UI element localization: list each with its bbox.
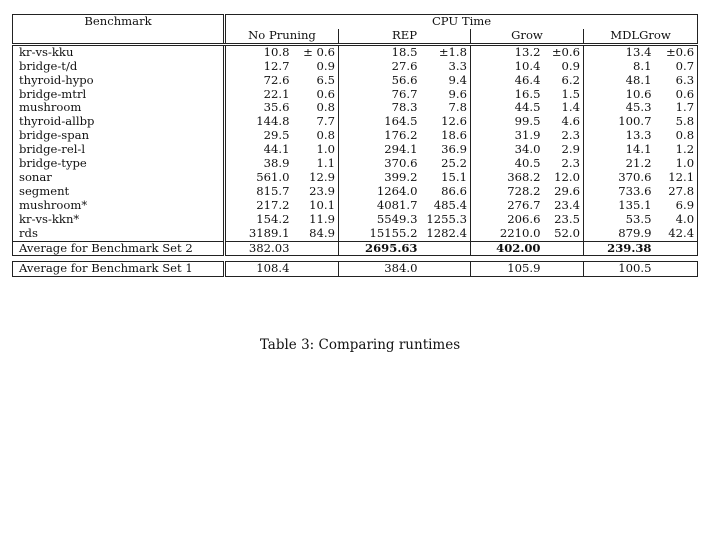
avg-set2-rep: 2695.63 [339, 241, 421, 256]
benchmark-name: bridge-t/d [13, 60, 225, 74]
grow-time: 728.2 [471, 185, 544, 199]
grow-dev: 2.3 [561, 128, 580, 143]
grow-dev: ±0.6 [551, 44, 580, 59]
no-pruning-time: 44.1 [225, 143, 293, 157]
header-row-top [13, 15, 698, 29]
avg-set2-label: Average for Benchmark Set 2 [13, 241, 225, 256]
no-pruning-dev: 1.1 [316, 156, 335, 171]
rep-time: 76.7 [339, 88, 421, 102]
mdlgrow-dev: 12.1 [655, 171, 698, 185]
grow-time: 206.6 [471, 213, 544, 227]
mdlgrow-dev: 4.0 [655, 213, 698, 227]
mdlgrow-dev: 0.6 [655, 88, 698, 102]
benchmark-name: bridge-mtrl [13, 88, 225, 102]
no-pruning-dev: 23.9 [309, 183, 335, 198]
no-pruning-dev: 6.5 [316, 72, 335, 87]
benchmark-name: segment [13, 185, 225, 199]
rep-time: 78.3 [339, 101, 421, 115]
benchmark-name: kr-vs-kkn* [13, 213, 225, 227]
method-header-no-pruning: No Pruning [225, 29, 339, 44]
mdlgrow-dev: 1.2 [655, 143, 698, 157]
no-pruning-time: 38.9 [225, 157, 293, 171]
rep-time: 56.6 [339, 74, 421, 88]
mdlgrow-dev: 27.8 [655, 185, 698, 199]
rep-dev: 36.9 [441, 142, 467, 157]
table-row [13, 171, 698, 185]
table-row [13, 74, 698, 88]
rep-time: 1264.0 [339, 185, 421, 199]
avg-set2-row [13, 241, 698, 256]
benchmark-name: thyroid-hypo [13, 74, 225, 88]
mdlgrow-time: 879.9 [584, 227, 655, 241]
table-row [13, 199, 698, 213]
no-pruning-time: 154.2 [225, 213, 293, 227]
no-pruning-time: 3189.1 [225, 227, 293, 241]
rep-dev: ±1.8 [438, 44, 467, 59]
benchmark-name: rds [13, 227, 225, 241]
rep-dev: 12.6 [441, 114, 467, 129]
rep-time: 294.1 [339, 143, 421, 157]
grow-time: 276.7 [471, 199, 544, 213]
no-pruning-time: 29.5 [225, 129, 293, 143]
grow-time: 44.5 [471, 101, 544, 115]
grow-dev: 23.4 [554, 197, 580, 212]
mdlgrow-dev: 1.7 [655, 101, 698, 115]
runtime-table [12, 14, 698, 277]
benchmark-header: Benchmark [13, 15, 225, 29]
rep-time: 18.5 [339, 44, 421, 59]
table-row [13, 115, 698, 129]
benchmark-name: bridge-rel-l [13, 143, 225, 157]
no-pruning-time: 217.2 [225, 199, 293, 213]
avg-set1-label: Average for Benchmark Set 1 [13, 262, 225, 277]
rep-dev: 1255.3 [426, 211, 467, 226]
mdlgrow-time: 100.7 [584, 115, 655, 129]
header-row-methods [13, 29, 698, 44]
rep-time: 399.2 [339, 171, 421, 185]
grow-dev: 2.9 [561, 142, 580, 157]
rep-dev: 18.6 [441, 128, 467, 143]
grow-time: 46.4 [471, 74, 544, 88]
grow-time: 13.2 [471, 44, 544, 59]
grow-time: 10.4 [471, 60, 544, 74]
rep-time: 4081.7 [339, 199, 421, 213]
no-pruning-dev: 7.7 [316, 114, 335, 129]
method-header-rep: REP [339, 29, 471, 44]
avg-set1-grow: 105.9 [471, 262, 544, 277]
grow-time: 368.2 [471, 171, 544, 185]
rep-time: 164.5 [339, 115, 421, 129]
no-pruning-time: 815.7 [225, 185, 293, 199]
table-row [13, 129, 698, 143]
no-pruning-dev: 0.8 [316, 128, 335, 143]
mdlgrow-dev: 6.9 [655, 199, 698, 213]
no-pruning-time: 72.6 [225, 74, 293, 88]
no-pruning-dev: 11.9 [309, 211, 335, 226]
rep-dev: 9.4 [448, 72, 467, 87]
grow-dev: 6.2 [561, 72, 580, 87]
no-pruning-dev: 0.9 [316, 58, 335, 73]
rep-time: 370.6 [339, 157, 421, 171]
benchmark-name: bridge-span [13, 129, 225, 143]
no-pruning-dev: 0.6 [316, 86, 335, 101]
rep-dev: 9.6 [448, 86, 467, 101]
no-pruning-dev: 12.9 [309, 169, 335, 184]
grow-dev: 1.5 [561, 86, 580, 101]
avg-set1-mdlgrow: 100.5 [584, 262, 655, 277]
mdlgrow-dev: ±0.6 [655, 44, 698, 59]
benchmark-name: sonar [13, 171, 225, 185]
table-row [13, 143, 698, 157]
mdlgrow-time: 10.6 [584, 88, 655, 102]
mdlgrow-dev: 6.3 [655, 74, 698, 88]
rep-time: 27.6 [339, 60, 421, 74]
grow-time: 99.5 [471, 115, 544, 129]
rep-time: 176.2 [339, 129, 421, 143]
mdlgrow-time: 13.3 [584, 129, 655, 143]
no-pruning-time: 561.0 [225, 171, 293, 185]
benchmark-name: thyroid-allbp [13, 115, 225, 129]
grow-time: 2210.0 [471, 227, 544, 241]
method-header-mdlgrow: MDLGrow [584, 29, 698, 44]
table-body [13, 44, 698, 241]
rep-dev: 1282.4 [426, 225, 467, 240]
grow-dev: 23.5 [554, 211, 580, 226]
no-pruning-dev: 10.1 [309, 197, 335, 212]
rep-dev: 485.4 [433, 197, 467, 212]
table-row [13, 88, 698, 102]
mdlgrow-dev: 5.8 [655, 115, 698, 129]
grow-time: 16.5 [471, 88, 544, 102]
table-row [13, 227, 698, 241]
mdlgrow-dev: 0.8 [655, 129, 698, 143]
rep-dev: 25.2 [441, 156, 467, 171]
grow-dev: 4.6 [561, 114, 580, 129]
table-row [13, 213, 698, 227]
avg-set2-no-pruning: 382.03 [225, 241, 293, 256]
mdlgrow-dev: 1.0 [655, 157, 698, 171]
no-pruning-time: 10.8 [225, 44, 293, 59]
avg-set1-rep: 384.0 [339, 262, 421, 277]
grow-time: 31.9 [471, 129, 544, 143]
no-pruning-dev: 84.9 [309, 225, 335, 240]
grow-dev: 52.0 [554, 225, 580, 240]
no-pruning-time: 22.1 [225, 88, 293, 102]
table-row [13, 101, 698, 115]
table-row [13, 60, 698, 74]
grow-dev: 29.6 [554, 183, 580, 198]
no-pruning-time: 12.7 [225, 60, 293, 74]
no-pruning-time: 35.6 [225, 101, 293, 115]
table-caption: Table 3: Comparing runtimes [259, 337, 461, 353]
cpu-time-header: CPU Time [225, 15, 698, 29]
no-pruning-dev: ± 0.6 [303, 44, 335, 59]
table-row [13, 157, 698, 171]
benchmark-name: mushroom [13, 101, 225, 115]
rep-time: 15155.2 [339, 227, 421, 241]
benchmark-name: bridge-type [13, 157, 225, 171]
mdlgrow-time: 53.5 [584, 213, 655, 227]
grow-dev: 0.9 [561, 58, 580, 73]
mdlgrow-time: 733.6 [584, 185, 655, 199]
avg-set1-no-pruning: 108.4 [225, 262, 293, 277]
table-row [13, 44, 698, 59]
no-pruning-dev: 1.0 [316, 142, 335, 157]
grow-dev: 1.4 [561, 100, 580, 115]
avg-set2-grow: 402.00 [471, 241, 544, 256]
grow-time: 34.0 [471, 143, 544, 157]
grow-dev: 2.3 [561, 156, 580, 171]
no-pruning-dev: 0.8 [316, 100, 335, 115]
rep-dev: 3.3 [448, 58, 467, 73]
mdlgrow-time: 13.4 [584, 44, 655, 59]
rep-dev: 15.1 [441, 169, 467, 184]
grow-dev: 12.0 [554, 169, 580, 184]
no-pruning-time: 144.8 [225, 115, 293, 129]
benchmark-name: kr-vs-kku [13, 44, 225, 59]
mdlgrow-time: 45.3 [584, 101, 655, 115]
avg-set2-mdlgrow: 239.38 [584, 241, 655, 256]
rep-time: 5549.3 [339, 213, 421, 227]
rep-dev: 86.6 [441, 183, 467, 198]
table-row [13, 185, 698, 199]
mdlgrow-time: 21.2 [584, 157, 655, 171]
mdlgrow-time: 135.1 [584, 199, 655, 213]
rep-dev: 7.8 [448, 100, 467, 115]
mdlgrow-dev: 0.7 [655, 60, 698, 74]
method-header-grow: Grow [471, 29, 584, 44]
mdlgrow-time: 8.1 [584, 60, 655, 74]
avg-set1-row [13, 262, 698, 277]
mdlgrow-time: 370.6 [584, 171, 655, 185]
mdlgrow-time: 48.1 [584, 74, 655, 88]
mdlgrow-time: 14.1 [584, 143, 655, 157]
benchmark-name: mushroom* [13, 199, 225, 213]
grow-time: 40.5 [471, 157, 544, 171]
mdlgrow-dev: 42.4 [655, 227, 698, 241]
